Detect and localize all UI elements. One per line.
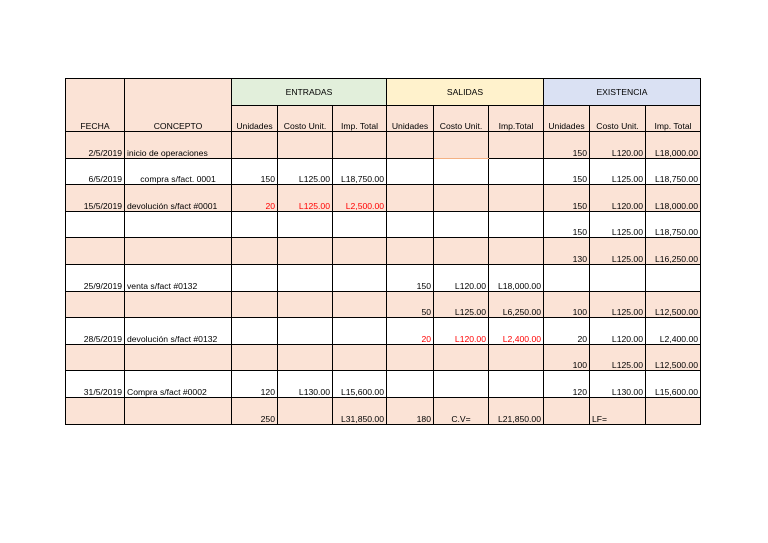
- entradas-total-cell: [333, 238, 387, 265]
- entradas-costo-cell: [278, 132, 333, 159]
- concepto-cell: [125, 238, 232, 265]
- table-row: [66, 291, 701, 318]
- existencia-total-cell: L18,000.00: [646, 132, 701, 159]
- concepto-cell: devolución s/fact #0132: [125, 318, 232, 345]
- salidas-costo-cell: [434, 238, 489, 265]
- existencia-costo-cell: L130.00: [590, 371, 646, 398]
- concepto-cell: inicio de operaciones: [125, 132, 232, 159]
- salidas-costo-header: Costo Unit.: [434, 106, 489, 132]
- entradas-costo-cell: [278, 318, 333, 345]
- entradas-costo-cell: L125.00: [278, 158, 333, 185]
- existencia-total-cell: L16,250.00: [646, 238, 701, 265]
- salidas-total-header: Imp.Total: [489, 106, 544, 132]
- concepto-cell: devolución s/fact #0001: [125, 185, 232, 212]
- existencia-unidades-cell: [544, 264, 590, 291]
- salidas-unidades-header: Unidades: [387, 106, 434, 132]
- concepto-cell: Compra s/fact #0002: [125, 371, 232, 398]
- entradas-costo-cell: [278, 291, 333, 318]
- kardex-table: [65, 78, 701, 425]
- entradas-costo-cell: [278, 397, 333, 424]
- concepto-cell: [125, 397, 232, 424]
- entradas-total-cell: [333, 132, 387, 159]
- existencia-unidades-cell: 150: [544, 132, 590, 159]
- entradas-importe-total: L31,850.00: [333, 397, 387, 424]
- fecha-cell: 25/9/2019: [66, 264, 125, 291]
- inventario-final-label: LF=: [590, 397, 646, 424]
- table-row: [66, 185, 701, 212]
- entradas-total-header: Imp. Total: [333, 106, 387, 132]
- existencia-costo-cell: L125.00: [590, 158, 646, 185]
- salidas-unidades-cell: [387, 158, 434, 185]
- entradas-total-cell: [333, 318, 387, 345]
- salidas-total-cell: [489, 344, 544, 371]
- entradas-costo-header: Costo Unit.: [278, 106, 333, 132]
- existencia-total-cell: L2,400.00: [646, 318, 701, 345]
- entradas-total-cell: L18,750.00: [333, 158, 387, 185]
- salidas-importe-total: L21,850.00: [489, 397, 544, 424]
- existencia-total-header: Imp. Total: [646, 106, 701, 132]
- salidas-costo-cell: L120.00: [434, 264, 489, 291]
- concepto-cell: [125, 211, 232, 238]
- entradas-unidades-cell: 20: [232, 185, 278, 212]
- salidas-total-cell: [489, 238, 544, 265]
- salidas-costo-cell: L120.00: [434, 318, 489, 345]
- entradas-group-header: ENTRADAS: [232, 79, 387, 106]
- salidas-unidades-cell: [387, 211, 434, 238]
- salidas-total-cell: [489, 132, 544, 159]
- existencia-total-cell: L18,750.00: [646, 211, 701, 238]
- existencia-total-cell: L18,000.00: [646, 185, 701, 212]
- entradas-costo-cell: L130.00: [278, 371, 333, 398]
- existencia-total-cell: L12,500.00: [646, 291, 701, 318]
- entradas-unidades-cell: 150: [232, 158, 278, 185]
- totals-row: [66, 397, 701, 424]
- entradas-unidades-total: 250: [232, 397, 278, 424]
- table-row: [66, 238, 701, 265]
- entradas-costo-cell: [278, 238, 333, 265]
- existencia-group-header: EXISTENCIA: [544, 79, 701, 106]
- entradas-unidades-cell: [232, 132, 278, 159]
- table-row: [66, 371, 701, 398]
- entradas-unidades-cell: 120: [232, 371, 278, 398]
- salidas-total-cell: [489, 211, 544, 238]
- existencia-total-cell: L18,750.00: [646, 158, 701, 185]
- fecha-cell: [66, 344, 125, 371]
- fecha-cell: [66, 211, 125, 238]
- existencia-unidades-cell: 100: [544, 344, 590, 371]
- existencia-total-cell: [646, 264, 701, 291]
- existencia-unidades-cell: 20: [544, 318, 590, 345]
- salidas-costo-cell: [434, 344, 489, 371]
- existencia-costo-cell: L120.00: [590, 132, 646, 159]
- existencia-costo-cell: L120.00: [590, 318, 646, 345]
- salidas-unidades-cell: 20: [387, 318, 434, 345]
- entradas-total-cell: [333, 291, 387, 318]
- salidas-total-cell: L18,000.00: [489, 264, 544, 291]
- existencia-costo-cell: L125.00: [590, 211, 646, 238]
- costo-de-ventas-label: C.V=: [434, 397, 489, 424]
- entradas-unidades-cell: [232, 264, 278, 291]
- salidas-total-cell: [489, 185, 544, 212]
- existencia-unidades-cell: [544, 397, 590, 424]
- existencia-total-cell: L12,500.00: [646, 344, 701, 371]
- salidas-unidades-cell: [387, 132, 434, 159]
- entradas-unidades-header: Unidades: [232, 106, 278, 132]
- existencia-unidades-cell: 150: [544, 185, 590, 212]
- entradas-total-cell: L2,500.00: [333, 185, 387, 212]
- salidas-costo-cell: [434, 211, 489, 238]
- salidas-total-cell: L6,250.00: [489, 291, 544, 318]
- salidas-costo-cell: [434, 185, 489, 212]
- salidas-unidades-cell: [387, 238, 434, 265]
- fecha-header-top: [66, 79, 125, 106]
- salidas-costo-cell: L125.00: [434, 291, 489, 318]
- existencia-total-cell: [646, 397, 701, 424]
- salidas-costo-cell: [434, 158, 489, 185]
- existencia-unidades-cell: 150: [544, 211, 590, 238]
- salidas-unidades-total: 180: [387, 397, 434, 424]
- fecha-cell: 31/5/2019: [66, 371, 125, 398]
- concepto-header: CONCEPTO: [125, 106, 232, 132]
- salidas-total-cell: [489, 158, 544, 185]
- entradas-costo-cell: L125.00: [278, 185, 333, 212]
- entradas-total-cell: [333, 344, 387, 371]
- salidas-total-cell: [489, 371, 544, 398]
- entradas-unidades-cell: [232, 238, 278, 265]
- entradas-costo-cell: [278, 211, 333, 238]
- entradas-unidades-cell: [232, 211, 278, 238]
- fecha-cell: 15/5/2019: [66, 185, 125, 212]
- existencia-costo-cell: L125.00: [590, 238, 646, 265]
- fecha-cell: 2/5/2019: [66, 132, 125, 159]
- existencia-costo-cell: L120.00: [590, 185, 646, 212]
- salidas-group-header: SALIDAS: [387, 79, 544, 106]
- salidas-unidades-cell: 150: [387, 264, 434, 291]
- salidas-unidades-cell: [387, 344, 434, 371]
- existencia-unidades-cell: 130: [544, 238, 590, 265]
- salidas-costo-cell: [434, 371, 489, 398]
- existencia-unidades-cell: 120: [544, 371, 590, 398]
- entradas-costo-cell: [278, 264, 333, 291]
- fecha-cell: 6/5/2019: [66, 158, 125, 185]
- table-row: [66, 264, 701, 291]
- salidas-unidades-cell: [387, 185, 434, 212]
- existencia-costo-cell: L125.00: [590, 291, 646, 318]
- entradas-total-cell: [333, 211, 387, 238]
- table-row: [66, 318, 701, 345]
- existencia-total-cell: L15,600.00: [646, 371, 701, 398]
- table-row: [66, 132, 701, 159]
- existencia-costo-header: Costo Unit.: [590, 106, 646, 132]
- salidas-total-cell: L2,400.00: [489, 318, 544, 345]
- table-row: [66, 158, 701, 185]
- table-row: [66, 344, 701, 371]
- entradas-unidades-cell: [232, 291, 278, 318]
- table-row: [66, 211, 701, 238]
- entradas-total-cell: [333, 264, 387, 291]
- existencia-costo-cell: [590, 264, 646, 291]
- concepto-header-top: [125, 79, 232, 106]
- entradas-costo-cell: [278, 344, 333, 371]
- entradas-unidades-cell: [232, 318, 278, 345]
- fecha-cell: [66, 238, 125, 265]
- salidas-costo-cell: [434, 132, 489, 159]
- fecha-cell: [66, 291, 125, 318]
- salidas-unidades-cell: 50: [387, 291, 434, 318]
- fecha-cell: 28/5/2019: [66, 318, 125, 345]
- concepto-cell: venta s/fact #0132: [125, 264, 232, 291]
- entradas-total-cell: L15,600.00: [333, 371, 387, 398]
- existencia-unidades-cell: 150: [544, 158, 590, 185]
- concepto-cell: [125, 344, 232, 371]
- existencia-unidades-header: Unidades: [544, 106, 590, 132]
- existencia-unidades-cell: 100: [544, 291, 590, 318]
- entradas-unidades-cell: [232, 344, 278, 371]
- existencia-costo-cell: L125.00: [590, 344, 646, 371]
- fecha-cell: [66, 397, 125, 424]
- concepto-cell: [125, 291, 232, 318]
- fecha-header: FECHA: [66, 106, 125, 132]
- salidas-unidades-cell: [387, 371, 434, 398]
- concepto-cell: compra s/fact. 0001: [125, 158, 232, 185]
